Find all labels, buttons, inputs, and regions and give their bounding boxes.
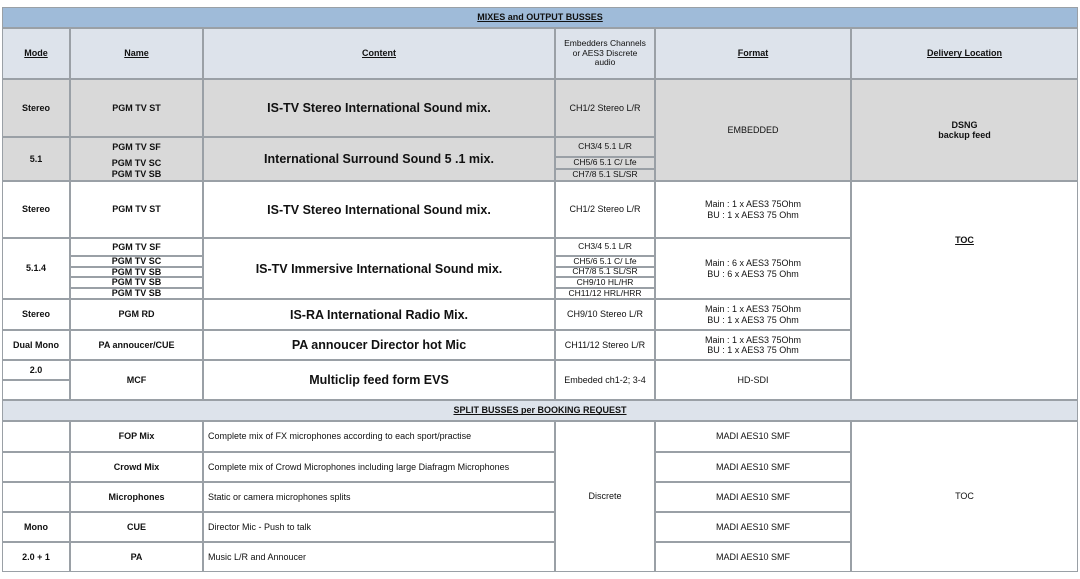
mode-cell: Stereo	[2, 299, 70, 330]
header-mode: Mode	[2, 28, 70, 79]
channel-cell: CH3/4 5.1 L/R	[555, 238, 655, 256]
name-cell: PGM TV SF	[70, 238, 203, 256]
name-cell: MCF	[70, 360, 203, 400]
split-format-cell: MADI AES10 SMF	[655, 421, 851, 452]
mode-cell-empty	[2, 380, 70, 400]
name-cell: PGM TV SC	[70, 256, 203, 267]
name-cell: PGM TV SB	[70, 288, 203, 299]
split-name-cell: FOP Mix	[70, 421, 203, 452]
channel-cell: CH7/8 5.1 SL/SR	[555, 267, 655, 277]
channel-cell: CH9/10 HL/HR	[555, 277, 655, 288]
name-cell: PGM TV ST	[70, 181, 203, 238]
channel-cell: CH7/8 5.1 SL/SR	[555, 169, 655, 181]
split-name-cell: Crowd Mix	[70, 452, 203, 482]
channel-cell: CH1/2 Stereo L/R	[555, 79, 655, 137]
content-cell: IS-TV Stereo International Sound mix.	[203, 79, 555, 137]
mode-cell: 5.1	[2, 137, 70, 181]
channel-cell: CH3/4 5.1 L/R	[555, 137, 655, 157]
channel-cell: CH5/6 5.1 C/ Lfe	[555, 256, 655, 267]
header-content: Content	[203, 28, 555, 79]
header-embedders: Embedders Channels or AES3 Discrete audio	[555, 28, 655, 79]
split-format-cell: MADI AES10 SMF	[655, 482, 851, 512]
split-format-cell: MADI AES10 SMF	[655, 452, 851, 482]
channel-cell: CH1/2 Stereo L/R	[555, 181, 655, 238]
mode-cell: Stereo	[2, 181, 70, 238]
split-mode-cell: Mono	[2, 512, 70, 542]
name-cell: PGM TV SC	[70, 157, 203, 169]
mode-cell: Dual Mono	[2, 330, 70, 360]
split-channel-discrete: Discrete	[555, 421, 655, 572]
split-delivery-toc: TOC	[851, 421, 1078, 572]
split-name-cell: CUE	[70, 512, 203, 542]
split-mode-cell	[2, 482, 70, 512]
header-delivery: Delivery Location	[851, 28, 1078, 79]
split-content-cell: Static or camera microphones splits	[203, 482, 555, 512]
name-cell: PGM RD	[70, 299, 203, 330]
channel-cell: Embeded ch1-2; 3-4	[555, 360, 655, 400]
split-mode-cell: 2.0 + 1	[2, 542, 70, 572]
delivery-toc: TOC	[851, 181, 1078, 400]
split-mode-cell	[2, 452, 70, 482]
name-cell: PGM TV SB	[70, 277, 203, 288]
split-name-cell: PA	[70, 542, 203, 572]
content-cell: PA annoucer Director hot Mic	[203, 330, 555, 360]
mode-cell: 2.0	[2, 360, 70, 380]
channel-cell: CH11/12 Stereo L/R	[555, 330, 655, 360]
split-content-cell: Complete mix of Crowd Microphones including large Diafragm Microphones	[203, 452, 555, 482]
split-mode-cell	[2, 421, 70, 452]
channel-cell: CH11/12 HRL/HRR	[555, 288, 655, 299]
split-content-cell: Director Mic - Push to talk	[203, 512, 555, 542]
channel-cell: CH9/10 Stereo L/R	[555, 299, 655, 330]
split-busses-title: SPLIT BUSSES per BOOKING REQUEST	[2, 400, 1078, 421]
format-embedded: EMBEDDED	[655, 79, 851, 181]
format-cell: Main : 1 x AES3 75Ohm BU : 1 x AES3 75 Ohm	[655, 181, 851, 238]
name-cell: PGM TV ST	[70, 79, 203, 137]
format-cell: Main : 1 x AES3 75Ohm BU : 1 x AES3 75 Ohm	[655, 299, 851, 330]
header-name: Name	[70, 28, 203, 79]
name-cell: PA annoucer/CUE	[70, 330, 203, 360]
table-title: MIXES and OUTPUT BUSSES	[2, 7, 1078, 28]
name-cell: PGM TV SB	[70, 267, 203, 277]
content-cell: IS-TV Stereo International Sound mix.	[203, 181, 555, 238]
format-cell: Main : 1 x AES3 75Ohm BU : 1 x AES3 75 Ohm	[655, 330, 851, 360]
format-cell: Main : 6 x AES3 75Ohm BU : 6 x AES3 75 Ohm	[655, 238, 851, 299]
split-format-cell: MADI AES10 SMF	[655, 512, 851, 542]
mode-cell: Stereo	[2, 79, 70, 137]
split-content-cell: Complete mix of FX microphones according to each sport/practise	[203, 421, 555, 452]
delivery-dsng: DSNG backup feed	[851, 79, 1078, 181]
split-name-cell: Microphones	[70, 482, 203, 512]
content-cell: Multiclip feed form EVS	[203, 360, 555, 400]
header-format: Format	[655, 28, 851, 79]
split-content-cell: Music L/R and Annoucer	[203, 542, 555, 572]
content-cell: IS-RA International Radio Mix.	[203, 299, 555, 330]
name-cell: PGM TV SF	[70, 137, 203, 157]
name-cell: PGM TV SB	[70, 169, 203, 181]
mode-cell: 5.1.4	[2, 238, 70, 299]
split-format-cell: MADI AES10 SMF	[655, 542, 851, 572]
format-cell: HD-SDI	[655, 360, 851, 400]
content-cell: International Surround Sound 5 .1 mix.	[203, 137, 555, 181]
content-cell: IS-TV Immersive International Sound mix.	[203, 238, 555, 299]
channel-cell: CH5/6 5.1 C/ Lfe	[555, 157, 655, 169]
